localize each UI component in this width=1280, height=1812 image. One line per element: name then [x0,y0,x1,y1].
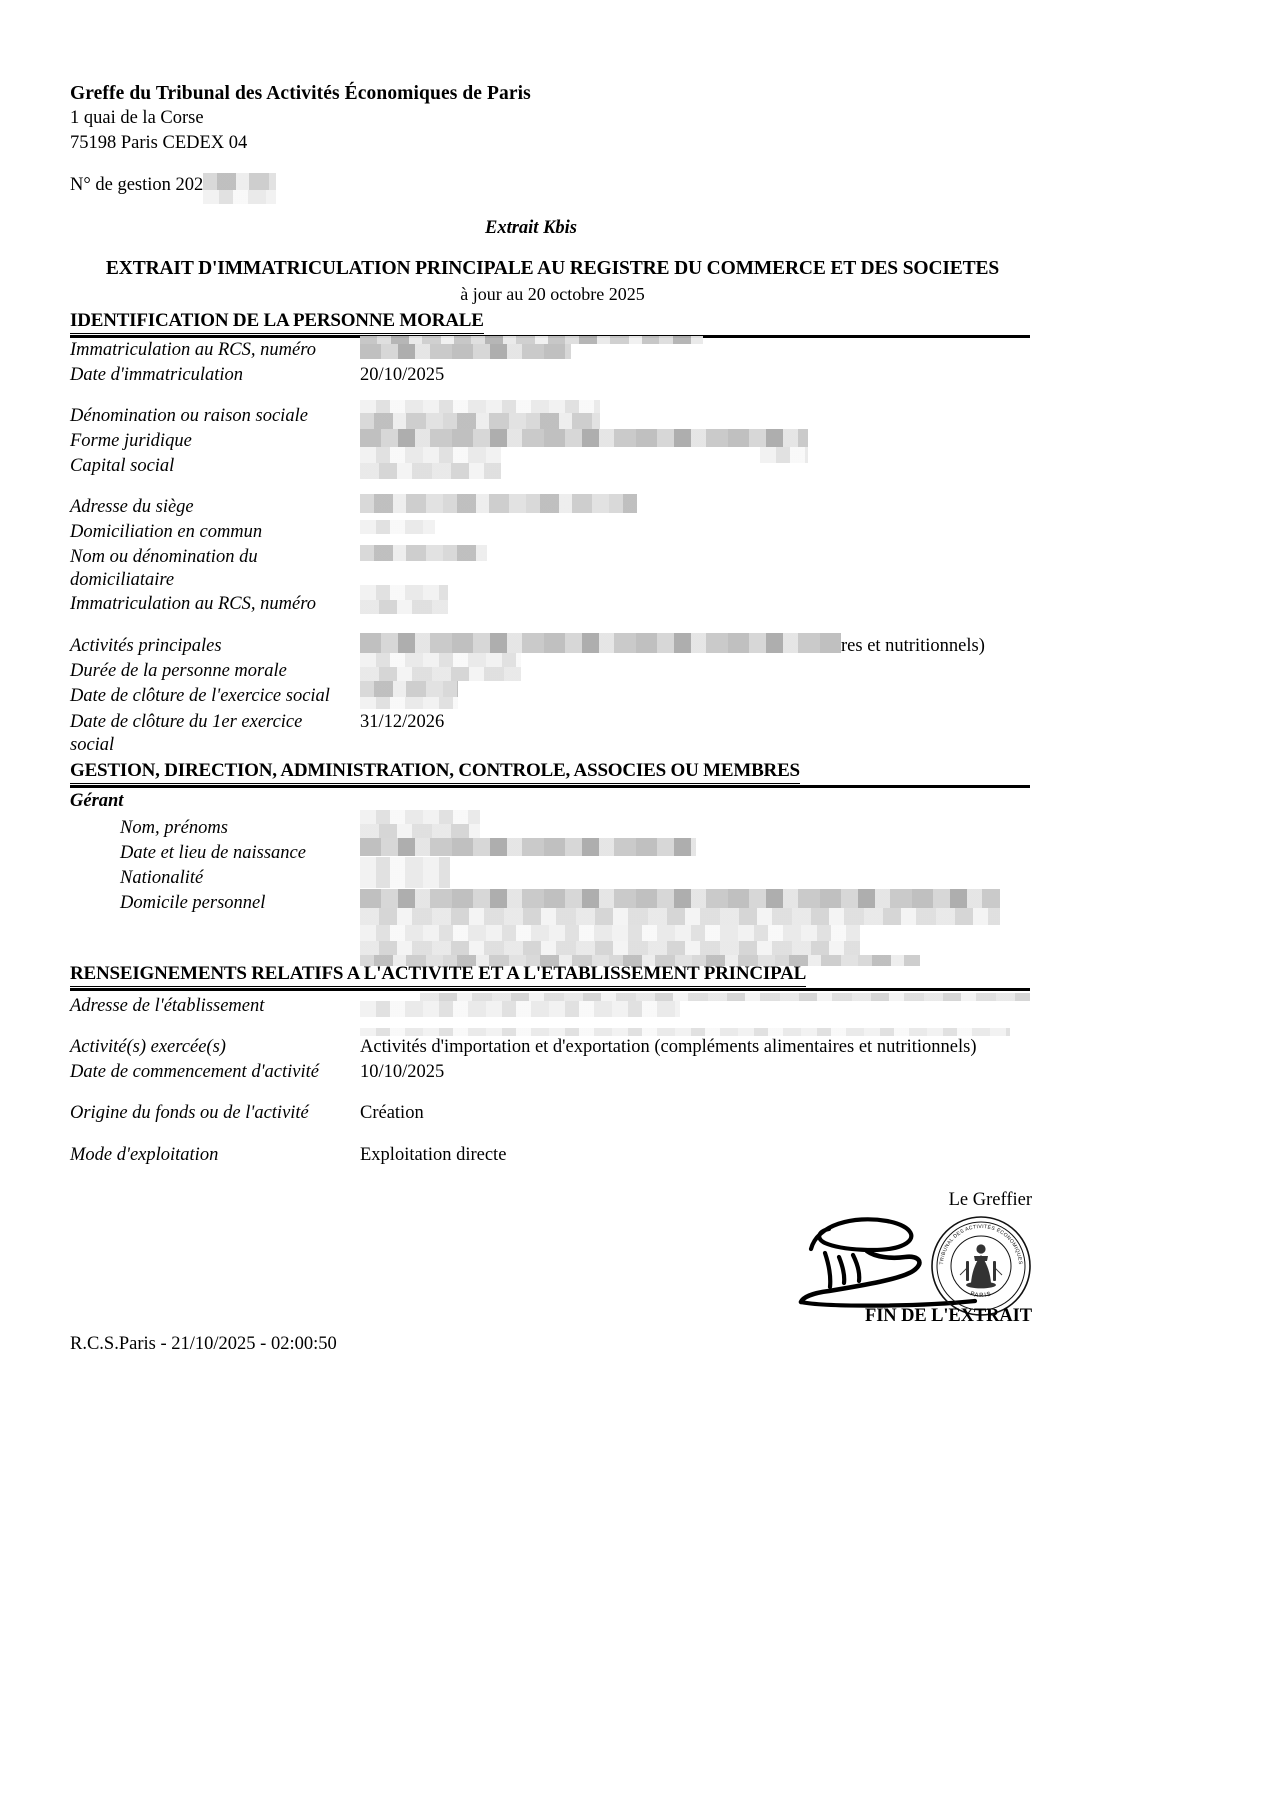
label-adresse-etablissement: Adresse de l'établissement [70,996,265,1016]
label-forme-juridique: Forme juridique [70,431,192,451]
extrait-kbis-title: Extrait Kbis [484,218,577,238]
value-rcs-domiciliataire-redaction [360,585,448,600]
subsection-gerant-heading: Gérant [70,791,124,811]
label-nom-domiciliataire-line-1: Nom ou dénomination du [70,547,258,567]
label-activites-principales: Activités principales [70,636,222,656]
court-header-block [70,82,531,156]
value-activites-exercees: Activités d'importation et d'exportation (compléments alimentaires et nutritionnels) [360,1037,977,1057]
section-title-etablissement: RENSEIGNEMENTS RELATIFS A L'ACTIVITE ET A L'ETABLISSEMENT PRINCIPAL [70,963,806,987]
label-mode-exploitation: Mode d'exploitation [70,1145,219,1165]
value-rcs-domiciliataire-redaction-2 [360,600,448,614]
document-main-title: EXTRAIT D'IMMATRICULATION PRINCIPALE AU REGISTRE DU COMMERCE ET DES SOCIETES [105,258,1000,279]
value-duree-redaction [360,653,521,667]
label-rcs-number: Immatriculation au RCS, numéro [70,340,316,360]
court-address-line-1: 1 quai de la Corse [70,108,204,129]
value-forme-tail-redaction [760,447,808,463]
label-date-cloture-premier-exercice-line-1: Date de clôture du 1er exercice [70,712,303,732]
value-gerant-nationalite-redaction-2 [360,873,450,888]
gestion-number-redaction [203,173,276,190]
label-duree-personne-morale: Durée de la personne morale [70,661,287,681]
court-name: Greffe du Tribunal des Activités Économiques de Paris [70,83,531,104]
value-gerant-nationalite-redaction [360,857,450,873]
gestion-number-redaction-2 [203,190,276,204]
court-address-line-2: 75198 Paris CEDEX 04 [70,132,248,153]
value-mode-exploitation: Exploitation directe [360,1145,507,1165]
value-date-cloture-redaction-2 [360,697,458,709]
value-nom-domiciliataire-redaction [360,545,487,561]
value-date-commencement: 10/10/2025 [360,1062,445,1082]
value-denomination-redaction [360,400,600,413]
greffier-label: Le Greffier [948,1190,1032,1210]
official-seal-icon [930,1215,1032,1317]
label-gerant-nom-prenoms: Nom, prénoms [120,818,228,838]
svg-text:TRIBUNAL DES ACTIVITÉS ÉCONOMI: TRIBUNAL DES ACTIVITÉS ÉCONOMIQUES [938,1223,1024,1265]
section-header-etablissement [70,963,1030,991]
value-gerant-naissance-redaction [360,838,696,856]
value-etablissement-overlap-redaction [420,993,1030,1001]
label-rcs-number-domiciliataire: Immatriculation au RCS, numéro [70,594,316,614]
value-date-cloture-redaction [360,681,458,697]
value-rcs-number-redaction [360,336,703,344]
value-date-cloture-premier-exercice: 31/12/2026 [360,712,445,732]
value-denomination-redaction-2 [360,413,600,429]
svg-text:PARIS: PARIS [969,1291,993,1300]
value-adresse-etablissement-redaction [360,1001,680,1017]
label-capital-social: Capital social [70,456,175,476]
value-forme-juridique-redaction [360,429,808,447]
value-gerant-domicile-redaction-4 [360,941,860,955]
rcs-timestamp-footer: R.C.S.Paris - 21/10/2025 - 02:00:50 [70,1334,337,1354]
label-gerant-domicile: Domicile personnel [120,893,266,913]
section-rule-gestion [70,785,1030,788]
label-origine-fonds: Origine du fonds ou de l'activité [70,1103,309,1123]
value-domiciliation-redaction [360,520,435,534]
value-gerant-domicile-redaction [360,889,1000,908]
label-date-cloture-exercice: Date de clôture de l'exercice social [70,686,330,706]
value-duree-redaction-2 [360,667,521,681]
section-header-identification [70,310,1030,338]
label-nom-domiciliataire-line-2: domiciliataire [70,570,175,590]
value-gerant-nom-redaction-2 [360,824,480,838]
label-date-commencement: Date de commencement d'activité [70,1062,319,1082]
value-adresse-siege-redaction [360,494,637,513]
label-date-cloture-premier-exercice-line-2: social [70,735,115,755]
label-adresse-siege: Adresse du siège [70,497,194,517]
document-date-subtitle: à jour au 20 octobre 2025 [460,284,645,304]
gestion-number-label: N° de gestion 202 [70,175,204,195]
label-denomination: Dénomination ou raison sociale [70,406,308,426]
value-gerant-domicile-redaction-2 [360,908,1000,925]
value-activites-principales-redaction [360,633,841,653]
value-capital-social-redaction-2 [360,463,501,479]
value-gerant-nom-redaction [360,810,480,824]
section-rule-etablissement [70,988,1030,991]
label-gerant-nationalite: Nationalité [120,868,204,888]
value-date-immatriculation: 20/10/2025 [360,365,445,385]
gestion-number-line [70,175,203,196]
label-activites-exercees: Activité(s) exercée(s) [70,1037,226,1057]
value-gerant-domicile-redaction-3 [360,925,860,941]
value-capital-social-redaction [360,447,501,463]
value-activites-principales-tail: res et nutritionnels) [841,636,985,656]
label-gerant-naissance: Date et lieu de naissance [120,843,306,863]
label-date-immatriculation: Date d'immatriculation [70,365,244,385]
fin-extrait-label: FIN DE L'EXTRAIT [865,1306,1032,1326]
section-header-gestion [70,760,1030,788]
section-title-identification: IDENTIFICATION DE LA PERSONNE MORALE [70,310,484,334]
section-title-gestion: GESTION, DIRECTION, ADMINISTRATION, CONTROLE, ASSOCIES OU MEMBRES [70,760,800,784]
label-domiciliation-commun: Domiciliation en commun [70,522,263,542]
value-rcs-number-redaction-2 [360,344,571,359]
value-origine-fonds: Création [360,1103,424,1123]
